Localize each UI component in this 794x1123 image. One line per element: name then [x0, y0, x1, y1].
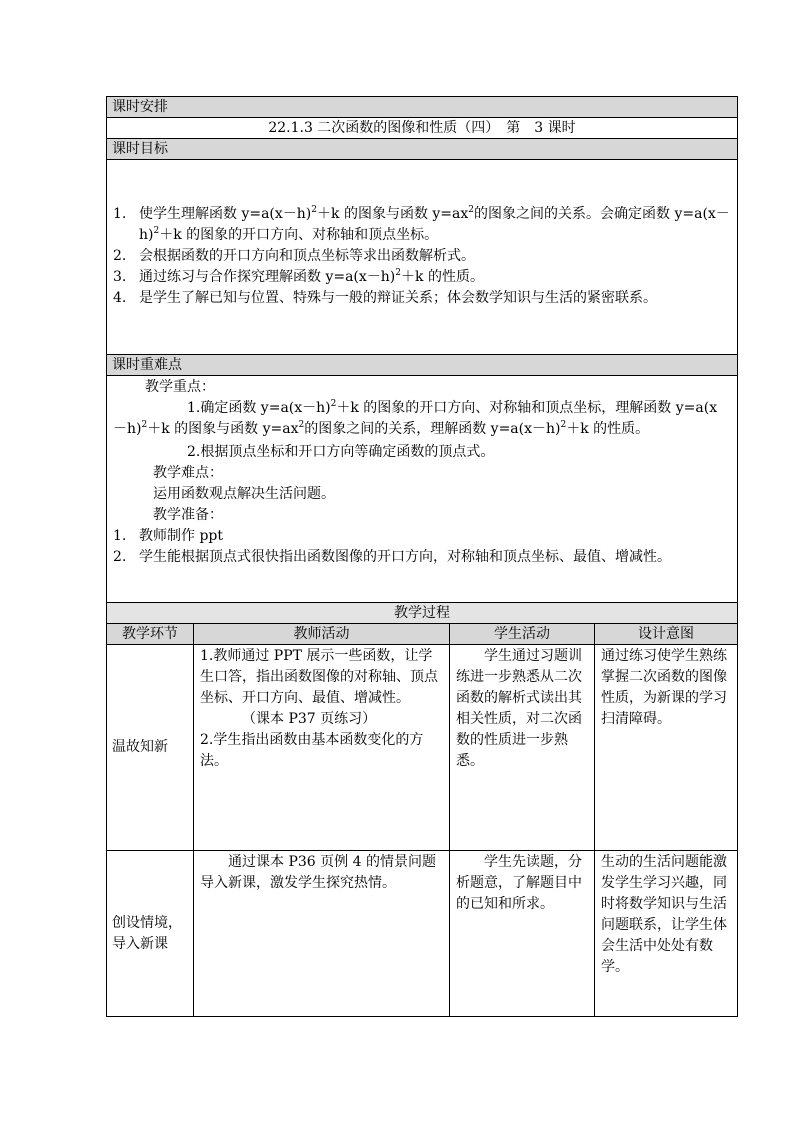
goal-number: 1. [113, 206, 127, 222]
goal-item-2 [113, 246, 731, 267]
table-row [107, 645, 737, 851]
column-header-student: 学生活动 [450, 624, 595, 644]
focus-item-2: 2.根据顶点坐标和开口方向等确定函数的顶点式。 [187, 444, 495, 460]
goals-section [107, 160, 737, 355]
difficulty-text: 运用函数观点解决生活问题。 [153, 486, 335, 502]
difficulty-label: 教学难点： [153, 465, 223, 481]
goal-item-3 [113, 267, 731, 288]
schedule-header: 课时安排 [107, 97, 737, 118]
design-intent-cell: 生动的生活问题能激发学生学习兴趣，同时将数学知识与生活问题联系，让学生体会生活中处处有数学。 [601, 854, 727, 975]
goal-text: 通过练习与合作探究理解函数 $y=a(x-h)^2+k$ 的性质。 [139, 268, 484, 285]
prep-label: 教学准备： [153, 507, 223, 523]
focus-label: 教学重点： [145, 379, 215, 395]
goal-text: 使学生理解函数 $y=a(x-h)^2+k$ 的图象与函数 $y=ax^2$的图象之间的关系。会确定函数 $y=a(x-h)^2+k$ 的图象的开口方向、对称轴和顶点坐标。 [139, 205, 730, 243]
design-intent-cell: 通过练习使学生熟练掌握二次函数的图像性质，为新课的学习扫清障碍。 [601, 648, 727, 727]
teacher-activity-cell: 1.教师通过 PPT 展示一些函数，让学生口答，指出函数图像的对称轴、顶点坐标、开口方向、最值、增减性。 （课本 P37 页练习） 2.学生指出函数由基本函数变化的方法。 [194, 645, 450, 850]
column-header-intent: 设计意图 [638, 626, 694, 642]
lesson-plan-table [106, 96, 738, 1017]
goal-item-1 [113, 204, 731, 246]
stage-cell: 创设情境，导入新课 [107, 851, 194, 1016]
key-points-section [107, 376, 737, 603]
stage-cell: 温故知新 [107, 645, 194, 850]
student-activity-cell: 学生通过习题训练进一步熟悉从二次函数的解析式读出其相关性质，对二次函数的性质进一步熟悉。 [450, 645, 595, 850]
column-header-teacher: 教师活动 [194, 624, 450, 644]
process-column-headers [107, 624, 737, 645]
table-row [107, 851, 737, 1016]
prep-item-2: 2. 学生能根据顶点式很快指出函数图像的开口方向，对称轴和顶点坐标、最值、增减性。 [113, 549, 671, 565]
lesson-title: 22.1.3 二次函数的图像和性质（四） 第 3 课时 [107, 118, 737, 139]
goal-text: 会根据函数的开口方向和顶点坐标等求出函数解析式。 [139, 248, 475, 264]
teacher-activity-cell: 通过课本 P36 页例 4 的情景问题导入新课，激发学生探究热情。 [194, 851, 450, 1016]
prep-item-1: 1. 教师制作 ppt [113, 528, 223, 544]
goal-number: 4. [113, 290, 127, 306]
goal-number: 2. [113, 248, 127, 264]
goal-number: 3. [113, 269, 127, 285]
focus-item-1: 1.确定函数 $y=a(x-h)^2+k$ 的图象的开口方向、对称轴和顶点坐标，理解函数 $y=a(x-h)^2+k$ 的图象与函数 $y=ax^2$的图象之间的关系，理解函数 $y=a(x-h)^2+k$ 的性质。 [113, 399, 718, 437]
goal-item-4 [113, 288, 731, 309]
column-header-stage: 教学环节 [107, 624, 194, 644]
difficulty-header: 课时重难点 [107, 355, 737, 376]
process-header: 教学过程 [107, 603, 737, 624]
goal-text: 是学生了解已知与位置、特殊与一般的辩证关系；体会数学知识与生活的紧密联系。 [139, 290, 657, 306]
goals-header: 课时目标 [107, 139, 737, 160]
student-activity-cell: 学生先读题，分析题意，了解题目中的已知和所求。 [450, 851, 595, 1016]
